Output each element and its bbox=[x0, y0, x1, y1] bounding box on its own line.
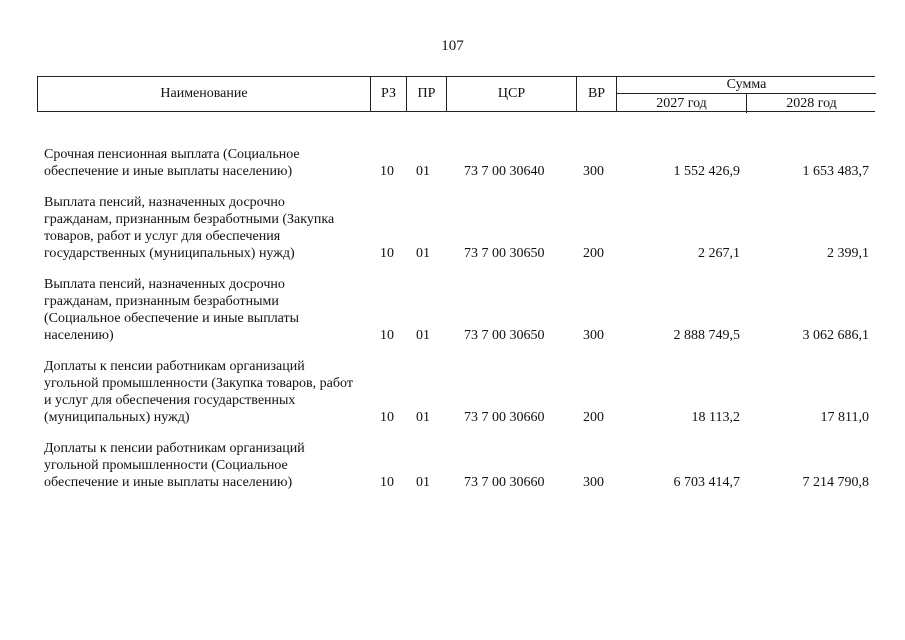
row-pr: 01 bbox=[416, 410, 430, 425]
row-sum-2028: 7 214 790,8 bbox=[802, 475, 869, 490]
row-sum-2027: 2 267,1 bbox=[698, 246, 740, 261]
row-sum-2028: 1 653 483,7 bbox=[802, 164, 869, 179]
table-row bbox=[0, 194, 905, 262]
table-row bbox=[0, 440, 905, 491]
row-sum-2027: 2 888 749,5 bbox=[673, 328, 740, 343]
row-rz: 10 bbox=[380, 164, 394, 179]
row-sum-2028: 3 062 686,1 bbox=[802, 328, 869, 343]
row-rz: 10 bbox=[380, 328, 394, 343]
row-name: Доплаты к пенсии работникам организаций угольной промышленности (Социальное обеспечение и иные выплаты населению) bbox=[44, 441, 305, 490]
row-name: Выплата пенсий, назначенных досрочно гражданам, признанным безработными (Закупка товаров, работ и услуг для обеспечения государственных (муниципальных) нужд) bbox=[44, 195, 335, 261]
table-row bbox=[0, 146, 905, 180]
row-sum-2027: 6 703 414,7 bbox=[673, 475, 740, 490]
table-row bbox=[0, 358, 905, 426]
row-sum-2028: 17 811,0 bbox=[820, 410, 869, 425]
header-sum bbox=[617, 77, 876, 111]
header-name: Наименование bbox=[38, 77, 371, 111]
row-pr: 01 bbox=[416, 164, 430, 179]
header-rz: РЗ bbox=[371, 77, 407, 111]
row-rz: 10 bbox=[380, 475, 394, 490]
header-sum-label: Сумма bbox=[617, 77, 876, 94]
header-year-2028: 2028 год bbox=[786, 96, 837, 111]
row-name: Срочная пенсионная выплата (Социальное обеспечение и иные выплаты населению) bbox=[44, 147, 300, 179]
row-csr: 73 7 00 30660 bbox=[464, 410, 545, 425]
row-rz: 10 bbox=[380, 410, 394, 425]
header-vr: ВР bbox=[577, 77, 617, 111]
row-sum-2027: 1 552 426,9 bbox=[673, 164, 740, 179]
row-vr: 200 bbox=[583, 410, 604, 425]
row-name: Выплата пенсий, назначенных досрочно гражданам, признанным безработными (Социальное обеспечение и иные выплаты населению) bbox=[44, 277, 300, 343]
row-csr: 73 7 00 30650 bbox=[464, 328, 545, 343]
row-pr: 01 bbox=[416, 328, 430, 343]
row-sum-2027: 18 113,2 bbox=[691, 410, 740, 425]
row-vr: 200 bbox=[583, 246, 604, 261]
row-sum-2028: 2 399,1 bbox=[827, 246, 869, 261]
row-pr: 01 bbox=[416, 475, 430, 490]
row-rz: 10 bbox=[380, 246, 394, 261]
page-number: 107 bbox=[441, 38, 464, 54]
row-pr: 01 bbox=[416, 246, 430, 261]
table-row bbox=[0, 276, 905, 344]
row-vr: 300 bbox=[583, 328, 604, 343]
table-body bbox=[0, 146, 905, 505]
row-csr: 73 7 00 30660 bbox=[464, 475, 545, 490]
header-pr: ПР bbox=[407, 77, 447, 111]
row-csr: 73 7 00 30650 bbox=[464, 246, 545, 261]
row-vr: 300 bbox=[583, 475, 604, 490]
row-name: Доплаты к пенсии работникам организаций угольной промышленности (Закупка товаров, работ и услуг для обеспечения государственных (муниципальных) нужд) bbox=[44, 359, 353, 425]
row-vr: 300 bbox=[583, 164, 604, 179]
header-csr: ЦСР bbox=[447, 77, 577, 111]
header-year-2027: 2027 год bbox=[617, 94, 747, 113]
row-csr: 73 7 00 30640 bbox=[464, 164, 545, 179]
table-header bbox=[37, 76, 875, 112]
